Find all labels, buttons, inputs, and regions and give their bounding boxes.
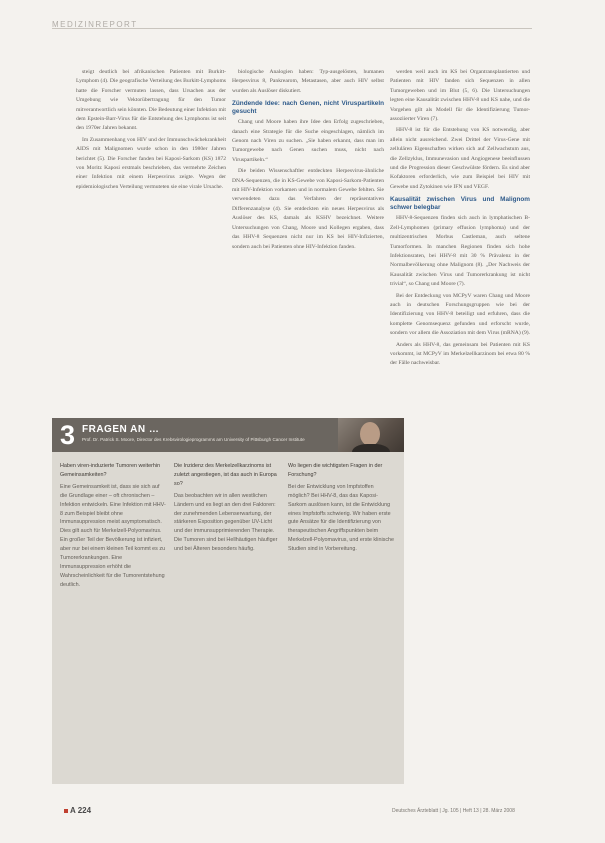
paragraph: HHV-8 ist für die Entstehung von KS notwendig, aber allein nicht ausreichend. Zwei Drittel der Virus-Gene mit zellulären Eigenschaften wirken sich auf Zellwachstum aus, die Zellzyklus, Immunevasion und Angiogenese beeinflussen und die Progression dieser Geschwülste fördern. Es sind aber Kofaktoren erforderlich, wie zum Beispiel bei HIV mit Gewebe und Zytokinen wie IFN und VEGF. <box>390 127 530 190</box>
portrait-body <box>352 444 390 452</box>
paragraph: werden weil auch im KS bei Organtransplantierten und Patienten mit HIV fanden sich Sequenzen in allen Tumorgeweben und im Blut (5, 6). Die Untersuchungen legten eine Kausalität zwischen HHV-8 und KS nahe, und die Vorgehen gilt als Modell für die Identifizierung Tumor-assoziierter Viren (7). <box>390 69 530 123</box>
journal-citation: Deutsches Ärzteblatt | Jg. 105 | Heft 13 | 28. März 2008 <box>392 808 515 814</box>
paragraph: biologische Analogien haben: Typ-ausgelösten, humanen Herpesvirus 8, Pankrearom, Metastasen, aber auch HIV selbst wurden als Auslöser diskutiert. <box>232 69 384 94</box>
paragraph: Bei der Entdeckung von MCPyV waren Chang und Moore auch in deutschen Forschungsgruppen wie bei der Identifizierung von HHV-8 beteiligt und erfuhren, dass die komplette Genomsequenz gefunden und erforscht wurde, sondern vor allem die Assoziation mit dem Virus (mRNA) (9). <box>390 292 530 337</box>
interview-subtitle: Prof. Dr. Patrick S. Moore, Director des Krebsvirologieprogramms am University of Pittsburgh Cancer Institute <box>82 437 305 442</box>
interview-question: Haben viren-induzierte Tumoren weiterhin Gemeinsamkeiten? <box>60 463 161 478</box>
section-title: MEDIZINREPORT <box>52 20 138 29</box>
interview-column-2 <box>174 462 282 778</box>
paragraph: Anders als HHV-8, das gemeinsam bei Patienten mit KS vorkommt, ist MCPyV im Merkelzellkarzinom bei etwa 80 % der Fälle nachweisbar. <box>390 341 530 367</box>
article-column-2 <box>232 68 384 416</box>
section-header <box>52 14 532 29</box>
paragraph: HHV-8-Sequenzen finden sich auch in lymphatischen B-Zell-Lymphomen (primary effusion lymphoma) und der multizentrischen Morbus Castleman, auch seltene Tumorformen. In manchen Regionen finden sich hohe Infektionsraten, bei HHV-8 mit 30 % Prävalenz in der Normalbevölkerung ohne Malignom (8). „Der Nachweis der Kausalität zwischen Virus und Tumorerkrankung ist nicht trivial“, so Chang und Moore (7). <box>390 215 530 288</box>
interview-question: Wo liegen die wichtigsten Fragen in der Forschung? <box>288 463 383 478</box>
interview-column-3 <box>288 462 396 778</box>
article-column-3 <box>390 68 530 768</box>
article-column-1 <box>76 68 226 416</box>
interview-answer: Das beobachten wir in allen westlichen Ländern und es liegt an den drei Faktoren: der zunehmenden Lebenserwartung, der stärkeren Exposition gegenüber UV-Licht und der immunsupprimierenden Therapie. Die Tumoren sind bei Hellhäutigen häufiger und bei Älteren besonders häufig. <box>174 492 278 553</box>
interview-header <box>52 418 404 452</box>
interview-number: 3 <box>60 420 76 450</box>
paragraph: Chang und Moore haben ihre Idee den Erfolg zugeschrieben, danach eine Strategie für die Suche eingeschlagen, nämlich im Genom nach Viren zu suchen. „Sie haben erkannt, dass man im Tumorgewebe nach Genen suchen muss, nicht nach Viruspartikeln.“ <box>232 119 384 163</box>
page-number <box>64 806 91 815</box>
portrait-head <box>360 422 380 446</box>
subheading: Zündende Idee: nach Genen, nicht Viruspartikeln gesucht <box>232 100 384 116</box>
interview-question: Die Inzidenz des Merkelzellkarzinoms ist zuletzt angestiegen, ist das auch in Europa so? <box>174 463 277 487</box>
portrait-photo <box>338 418 404 452</box>
page-number-text: A 224 <box>70 806 92 815</box>
subheading: Kausalität zwischen Virus und Malignom schwer belegbar <box>390 196 530 212</box>
paragraph: Im Zusammenhang von HIV und der Immunschwächekrankheit AIDS mit Malignomen wurde schon in den 1980er Jahren berichtet (5). Die Forscher fanden bei Kaposi-Sarkom (KS) 1872 von Moritz Kaposi erstmals beschrieben, das vermehrte Zeichen einer Infektion mit einem Herpesvirus zeigte. Wegen der epidemiologischen Verteilung vermuteten sie eine virale Ursache. <box>76 136 226 190</box>
interview-answer: Bei der Entwicklung von Impfstoffen möglich? Bei HHV-8, das das Kaposi-Sarkom auslösen kann, ist die Entwicklung eines Impfstoffs schwierig. Wir haben erste gute Ansätze für die Identifizierung von therapeutischen Angriffspunkten beim Merkelzell-Polyomavirus, und erste klinische Studien sind in Vorbereitung. <box>288 483 395 553</box>
interview-box <box>52 418 404 784</box>
paragraph: steigt deutlich bei afrikanischen Patienten mit Burkitt-Lymphom (4). Die geografische Verteilung des Burkitt-Lymphoms hatte die Forscher vermuten lassen, dass Ursachen aus der Umgebung wie Vektorübertragung für den Tumor mitverantwortlich sein könnten. Die Bedeutung einer Infektion mit dem Epstein-Barr-Virus für die Entstehung des Lymphoms ist seit den 1970er Jahren bekannt. <box>76 69 226 132</box>
interview-answer: Eine Gemeinsamkeit ist, dass sie sich auf die Grundlage einer – oft chronischen – Infektion entwickeln. Eine Infektion mit HHV-8 zum Beispiel bleibt ohne Immunsuppression meist asymptomatisch. Dies gilt auch für Merkelzell-Polyomavirus. Ein großer Teil der Bevölkerung ist infiziert, aber nur bei einem kleinen Teil kommt es zu Tumorerkrankungen. Eine Immunsuppression erhöht die Wahrscheinlichkeit für die Tumorentstehung deutlich. <box>60 483 166 588</box>
paragraph: Die beiden Wissenschaftler entdeckten Herpesvirus-ähnliche DNA-Sequenzen, die in KS-Gewebe von Kaposi-Sarkom-Patienten mit HIV-Infektion vorkamen und in normalem Gewebe fehlten. Sie verwendeten dazu das Verfahren der repräsentativen Differenzanalyse (4). Sie entdeckten ein neues Herpesvirus als Auslöser des KS, damals als KSHV bezeichnet. Weitere Untersuchungen von Chang, Moore und Kollegen ergaben, dass das HHV-8 Sequenzen nicht nur im KS bei HIV-Infizierten, sondern auch bei Patienten ohne HIV-Infektion fanden. <box>232 168 384 250</box>
page-marker-icon <box>64 809 68 813</box>
interview-title: FRAGEN AN … <box>82 424 160 435</box>
interview-column-1 <box>60 462 168 778</box>
